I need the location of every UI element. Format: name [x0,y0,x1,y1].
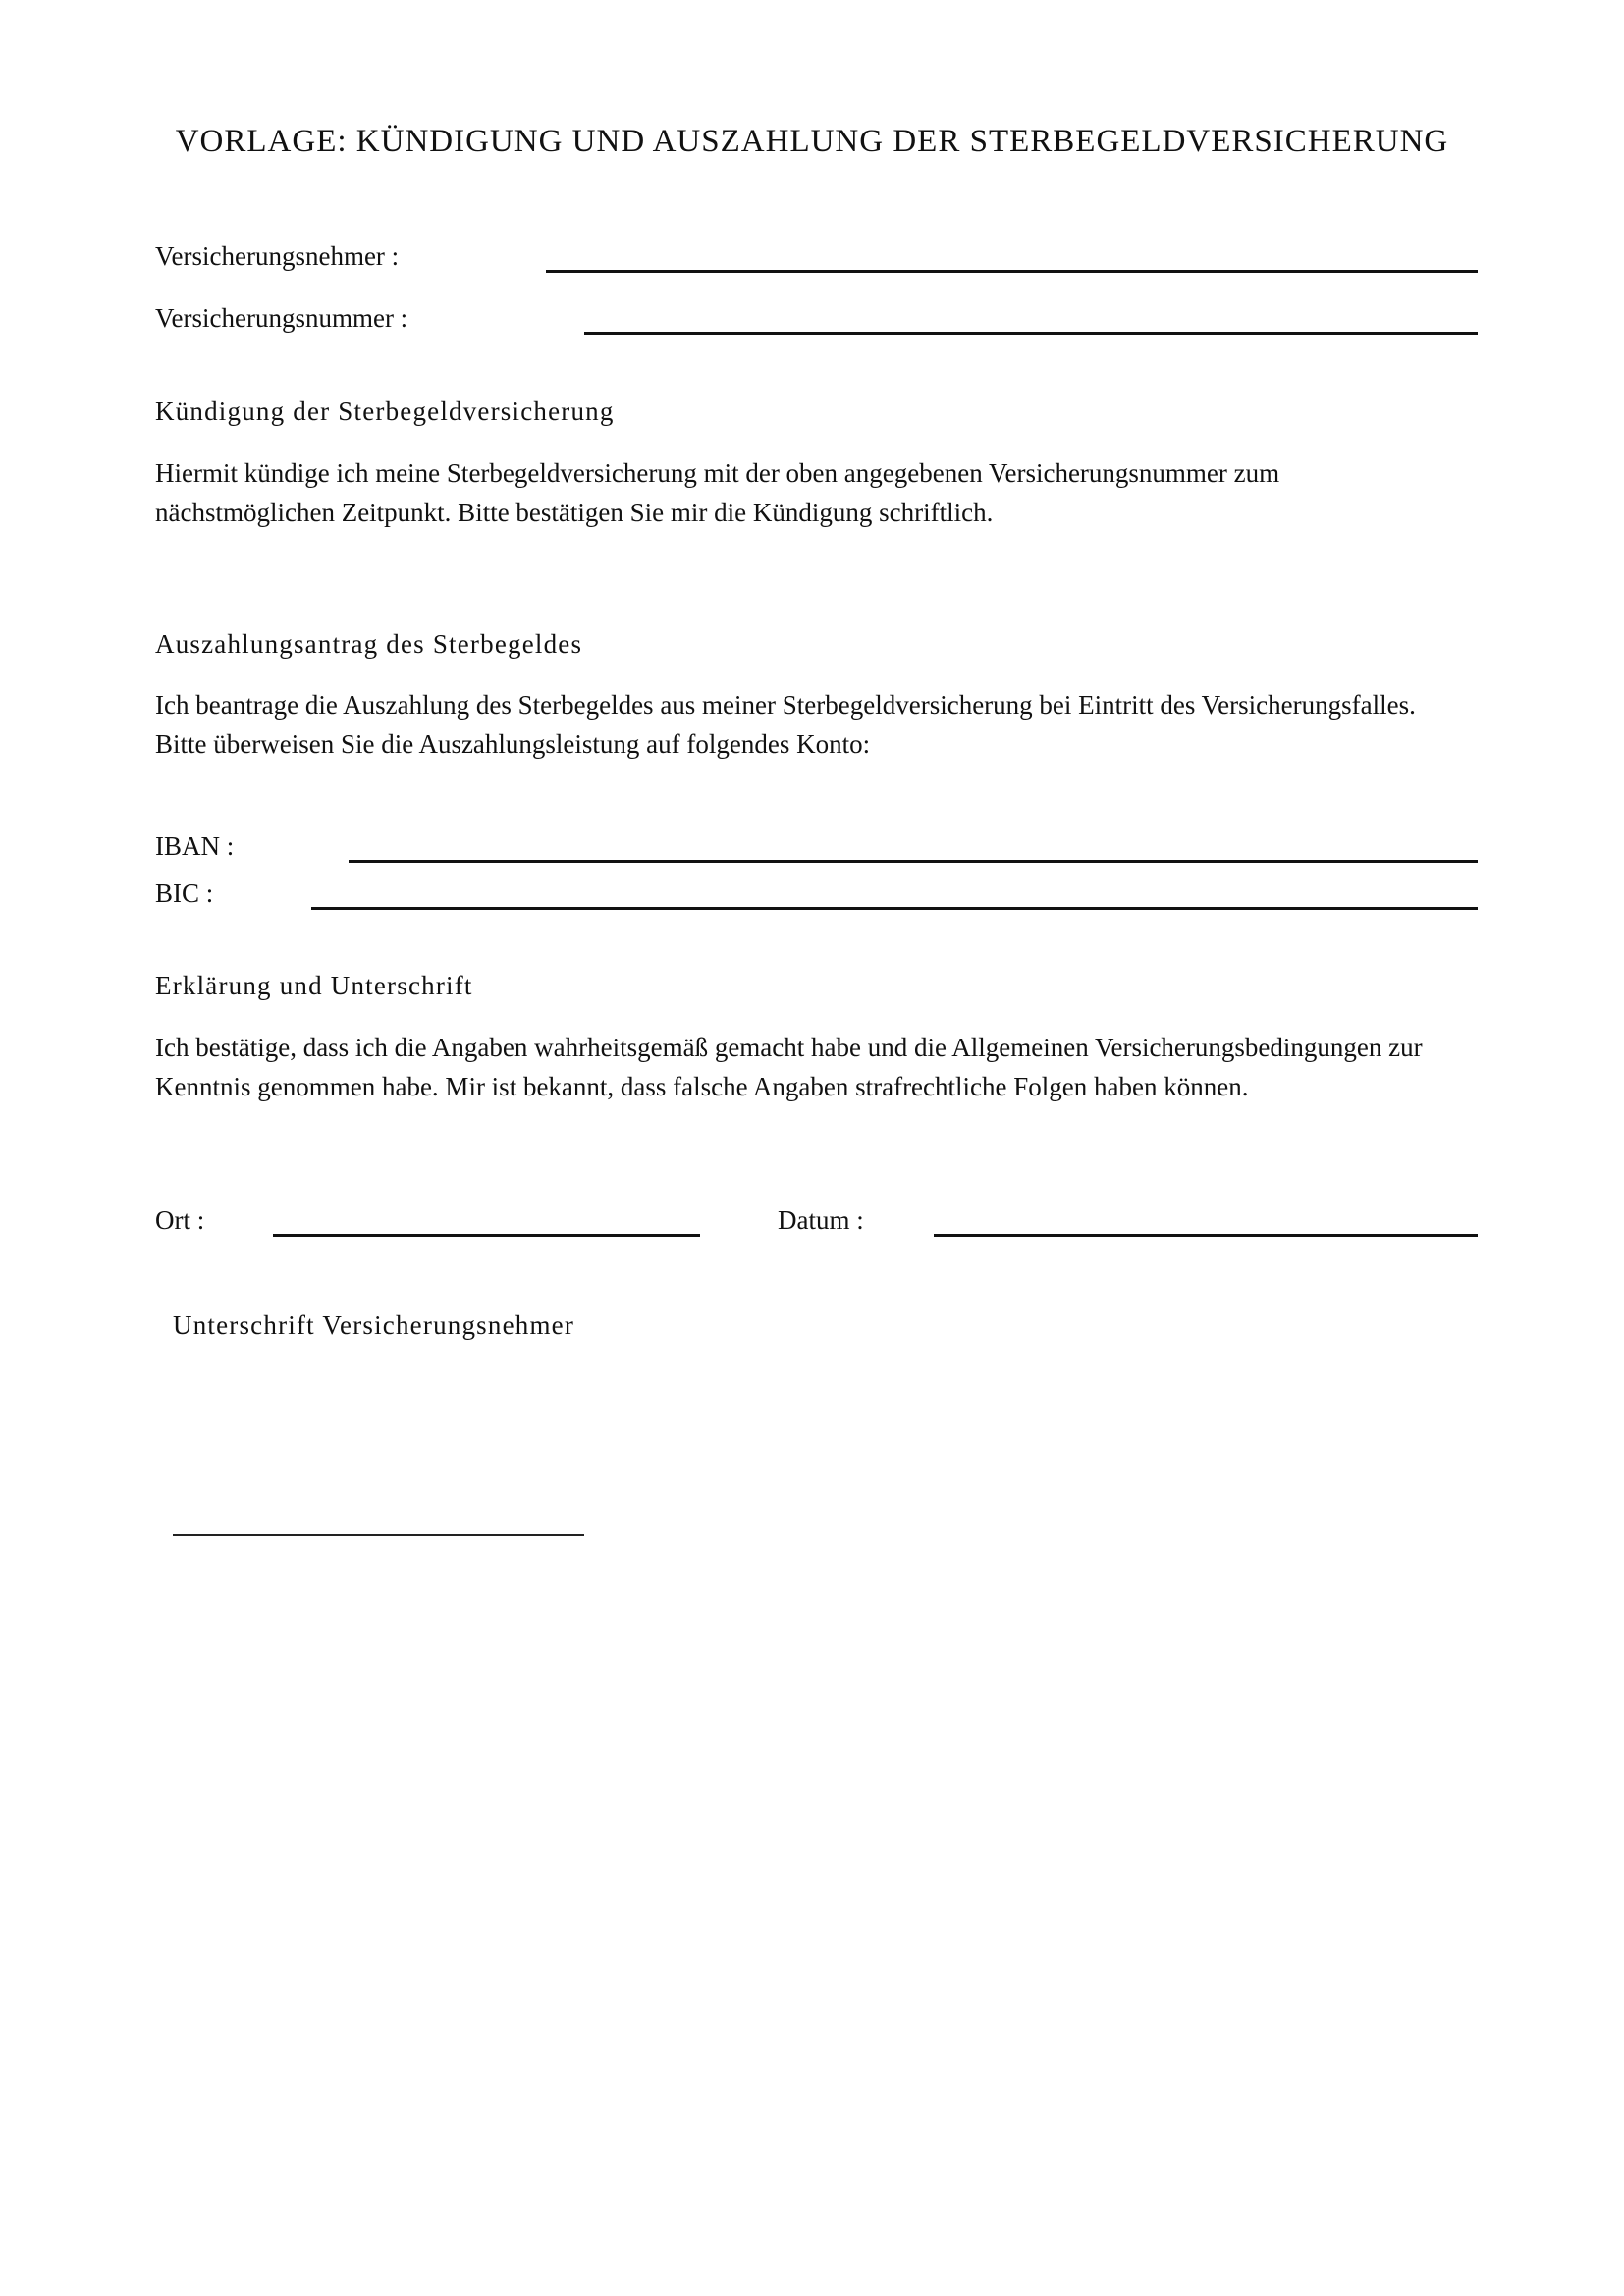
payout-text-line-1: Ich beantrage die Auszahlung des Sterbegeldes aus meiner Sterbegeldversicherung bei Eintritt des Versicherungsfalles. [155,690,1416,720]
place-field[interactable] [273,1234,700,1237]
cancellation-heading: Kündigung der Sterbegeldversicherung [155,397,615,426]
policyholder-label: Versicherungsnehmer : [155,241,400,271]
payout-text-line-2: Bitte überweisen Sie die Auszahlungsleistung auf folgendes Konto: [155,729,871,759]
iban-label: IBAN : [155,831,235,861]
cancellation-text-line-1: Hiermit kündige ich meine Sterbegeldversicherung mit der oben angegebenen Versicherungsnummer zum [155,458,1280,488]
iban-field[interactable] [349,860,1478,863]
signature-label: Unterschrift Versicherungsnehmer [173,1310,575,1340]
declaration-text-line-2: Kenntnis genommen habe. Mir ist bekannt, dass falsche Angaben strafrechtliche Folgen haben können. [155,1072,1249,1101]
date-field[interactable] [934,1234,1478,1237]
place-label: Ort : [155,1205,205,1235]
document-title: VORLAGE: KÜNDIGUNG UND AUSZAHLUNG DER STERBEGELDVERSICHERUNG [175,124,1449,159]
policy-number-field[interactable] [584,332,1478,335]
policy-number-label: Versicherungsnummer : [155,303,408,333]
cancellation-text-line-2: nächstmöglichen Zeitpunkt. Bitte bestätigen Sie mir die Kündigung schriftlich. [155,498,994,527]
bic-label: BIC : [155,879,214,908]
declaration-text-line-1: Ich bestätige, dass ich die Angaben wahrheitsgemäß gemacht habe und die Allgemeinen Versicherungsbedingungen zur [155,1033,1423,1062]
signature-line[interactable] [173,1534,584,1536]
bic-field[interactable] [311,907,1478,910]
date-label: Datum : [778,1205,864,1235]
payout-heading: Auszahlungsantrag des Sterbegeldes [155,629,583,659]
policyholder-field[interactable] [546,270,1478,273]
declaration-heading: Erklärung und Unterschrift [155,971,473,1000]
